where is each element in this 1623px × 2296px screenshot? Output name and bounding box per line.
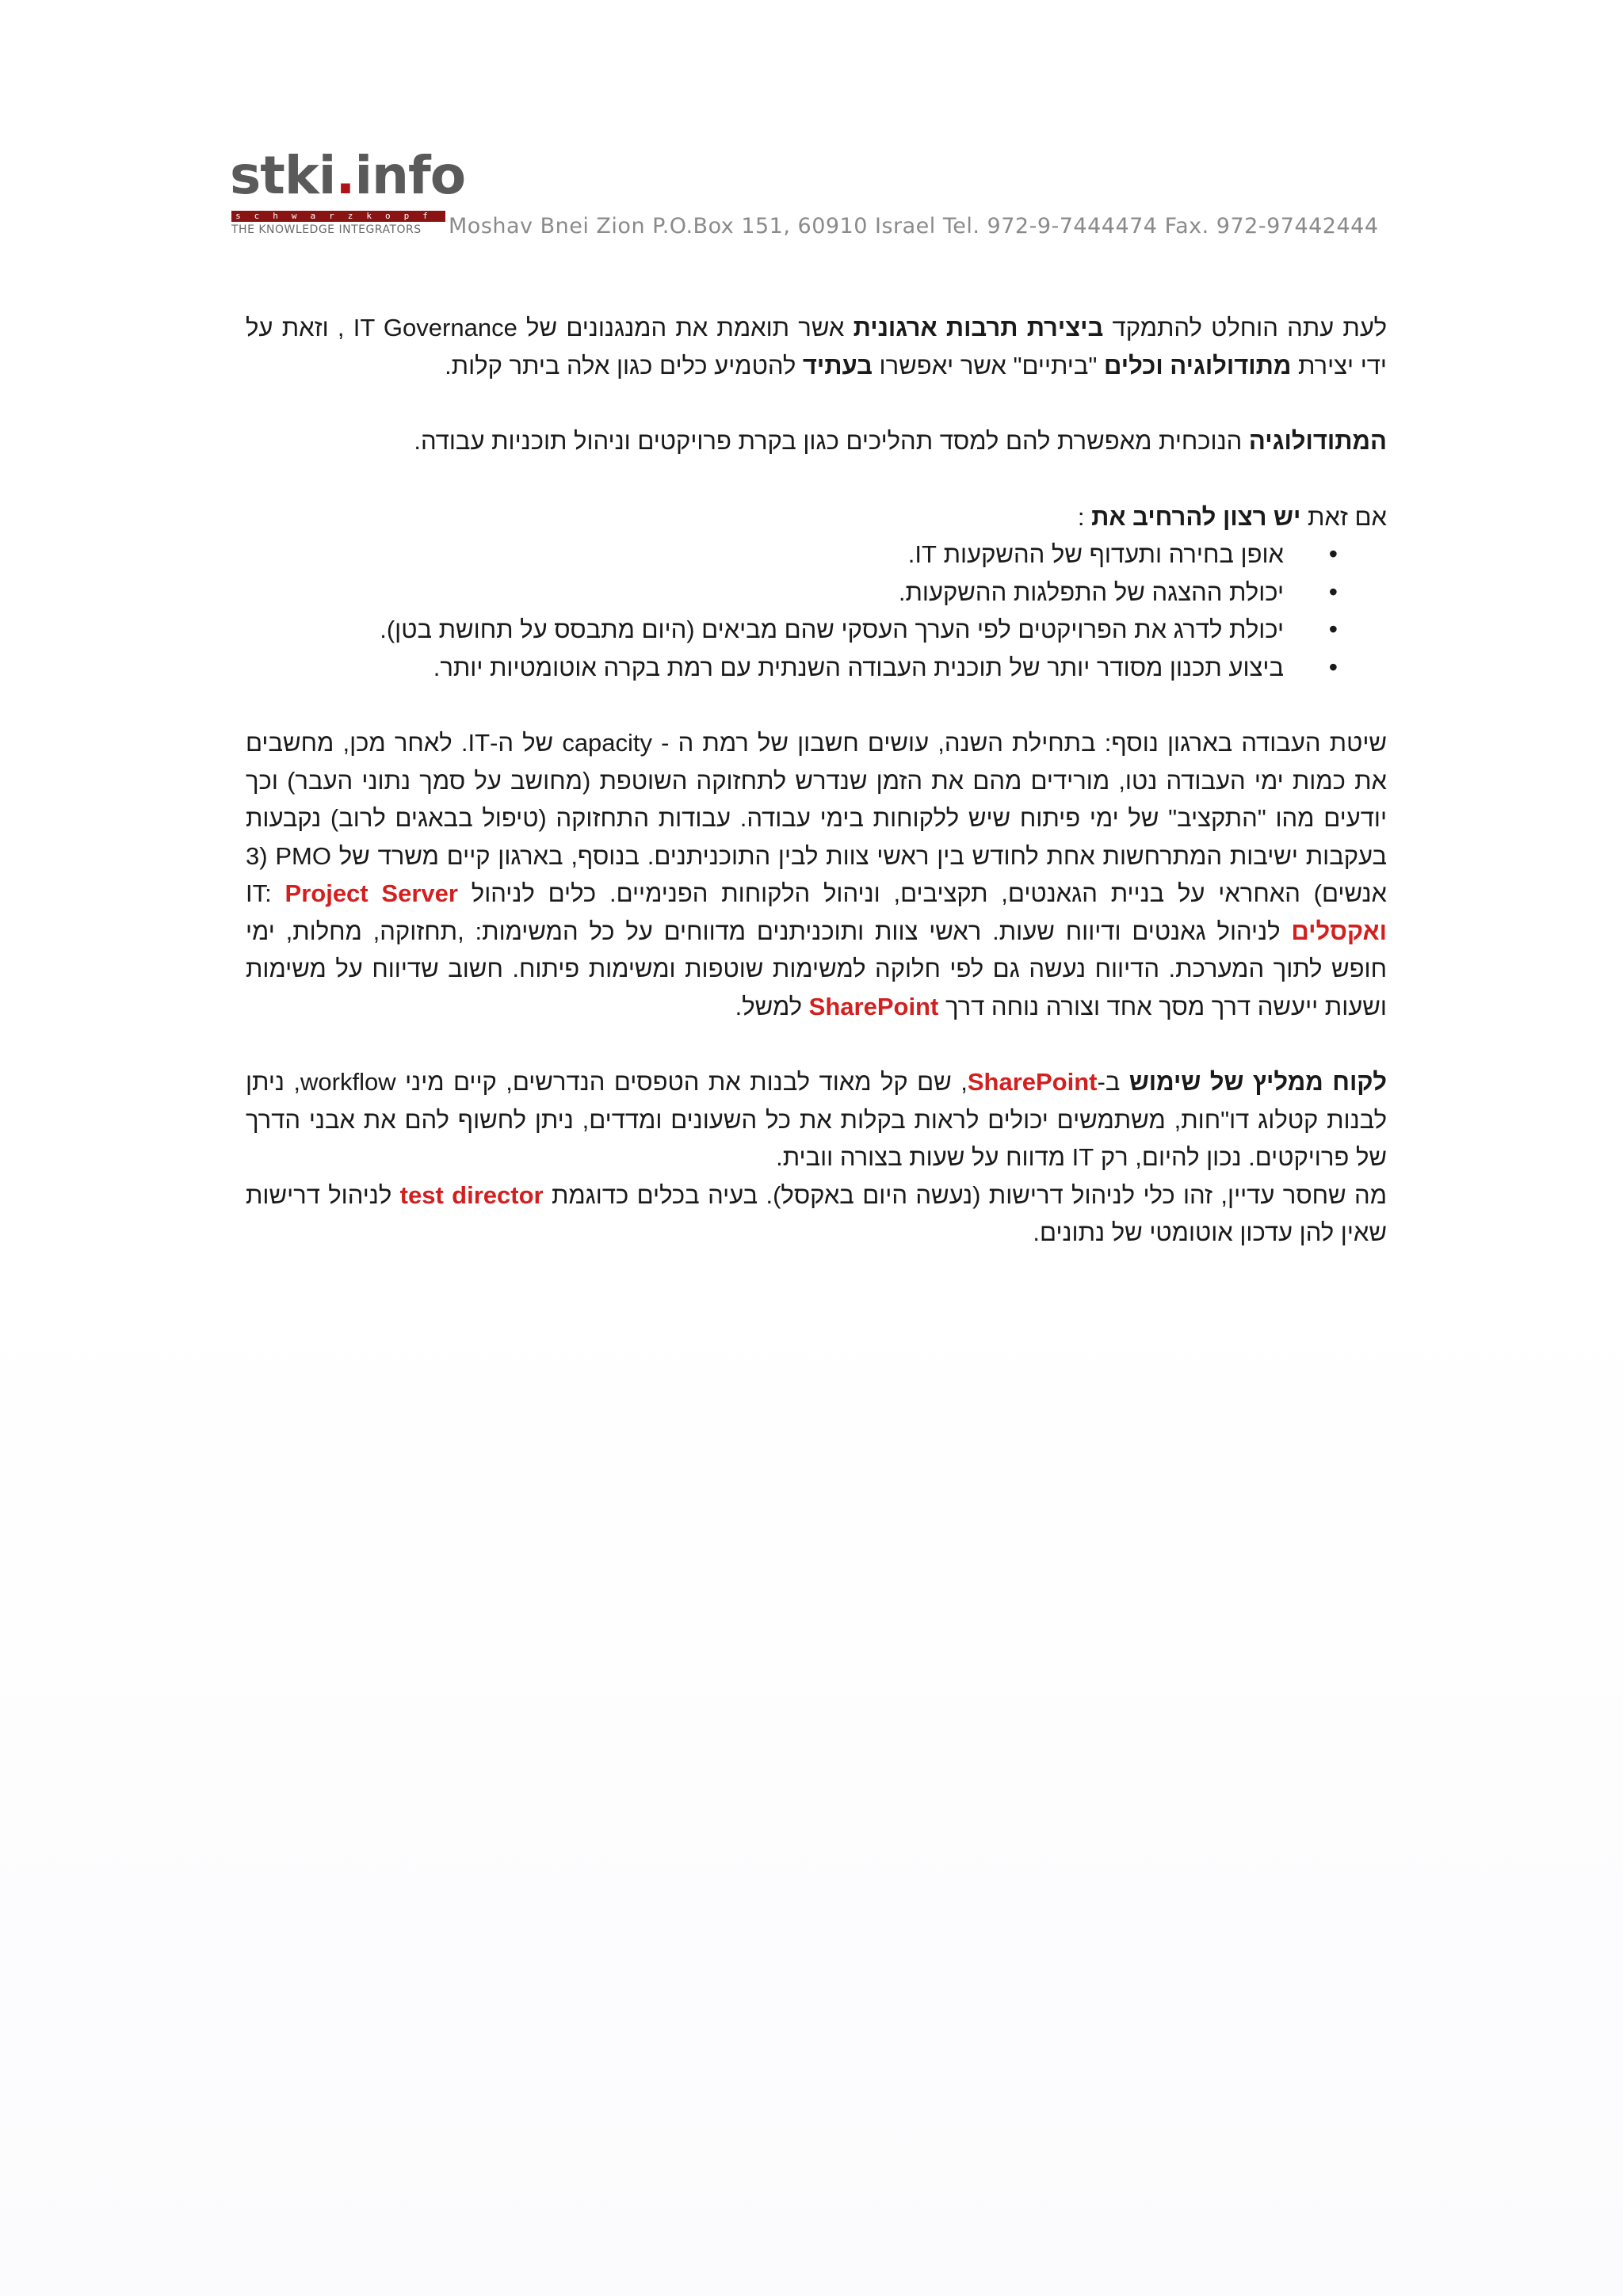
logo-tagline: THE KNOWLEDGE INTEGRATORS	[231, 223, 422, 236]
list-item: • יכולת ההצגה של התפלגות ההשקעות.	[246, 574, 1284, 612]
paragraph-intro: לעת עתה הוחלט להתמקד ביצירת תרבות ארגונית אשר תואמת את המנגנונים של IT Governance , וזאת על ידי יצירת מתודולוגיה וכלים "ביתיים" אשר יאפשרו בעתיד להטמיע כלים כגון אלה ביתר קלות.	[246, 314, 1388, 379]
sharepoint-highlight: SharePoint	[967, 1068, 1098, 1096]
paragraph-work-method: שיטת העבודה בארגון נוסף: בתחילת השנה, עושים חשבון של רמת ה - capacity של ה-IT. לאחר מכן, מחשבים את כמות ימי העבודה נטו, מורידים מהם את הזמן שנדרש לתחזוקה השוטפת (מחושב על סמך נתוני העבר) וכך יודעים מהו "התקציב" של ימי פיתוח שיש ללקוחות בימי עבודה. עבודות התחזוקה (טיפול בבאגים לרוב) נקבעות בעקבות ישיבות המתרחשות אחת לחודש בין ראשי צוות לבין התוכניתנים. בנוסף, בארגון קיים משרד של PMO (3 אנשים) האחראי על בניית הגאנטים, תקציבים, וניהול הלקוחות הפנימיים. כלים לניהול IT: Project Server ואקסלים לניהול גאנטים ודיווח שעות. ראשי צוות ותוכניתנים מדווחים על כל המשימות: ,תחזוקה, מחלות, ימי חופש לתוך המערכת. הדיווח נעשה גם לפי חלוקה למשימות שוטפות ומשימות פיתוח. חשוב שדיווח על משימות ושעות ייעשה דרך מסך אחד וצורה נוחה דרך SharePoint למשל.	[246, 729, 1388, 1020]
document-body	[246, 309, 1387, 1252]
stki-logo	[230, 145, 466, 238]
logo-wordmark: stki.info	[230, 145, 466, 206]
list-item: • יכולת לדרג את הפרויקטים לפי הערך העסקי שהם מביאים (היום מתבסס על תחושת בטן).	[246, 611, 1284, 649]
list-item: • ביצוע תכנון מסודר יותר של תוכנית העבודה השנתית עם רמת בקרה אוטומטיות יותר.	[246, 649, 1284, 687]
paragraph-requirements: מה שחסר עדיין, זהו כלי לניהול דרישות (נעשה היום באקסל). בעיה בכלים כדוגמת test director לניהול דרישות שאין להן עדכון אוטומטי של נתונים.	[246, 1180, 1387, 1246]
paragraph-methodology: המתודולוגיה הנוכחית מאפשרת להם למסד תהליכים כגון בקרת פרויקטים וניהול תוכניות עבודה.	[414, 427, 1387, 455]
letterhead	[230, 145, 1387, 246]
logo-band: schwarzkopf	[231, 211, 445, 222]
paragraph-expand: אם זאת יש רצון להרחיב את :	[1077, 502, 1387, 531]
list-item: • אופן בחירה ותעדוף של ההשקעות IT.	[246, 536, 1284, 574]
contact-address: Moshav Bnei Zion P.O.Box 151, 60910 Israel Tel. 972-9-7444474 Fax. 972-97442444	[449, 214, 1379, 238]
paragraph-sharepoint: לקוח ממליץ של שימוש ב-SharePoint, שם קל מאוד לבנות את הטפסים הנדרשים, קיים מיני workflow, ניתן לבנות קטלוג דו"חות, משתמשים יכולים לראות בקלות את כל השעונים ומדדים, ניתן לחשוף להם את אבני הדרך של פרויקטים. נכון להיום, רק IT מדווח על שעות בצורה וובית.	[246, 1068, 1387, 1171]
bullet-list	[246, 536, 1387, 686]
sharepoint-highlight: SharePoint	[808, 992, 939, 1020]
test-director-highlight: test director	[399, 1180, 544, 1209]
project-server-highlight: Project Server ואקסלים	[285, 879, 1387, 945]
